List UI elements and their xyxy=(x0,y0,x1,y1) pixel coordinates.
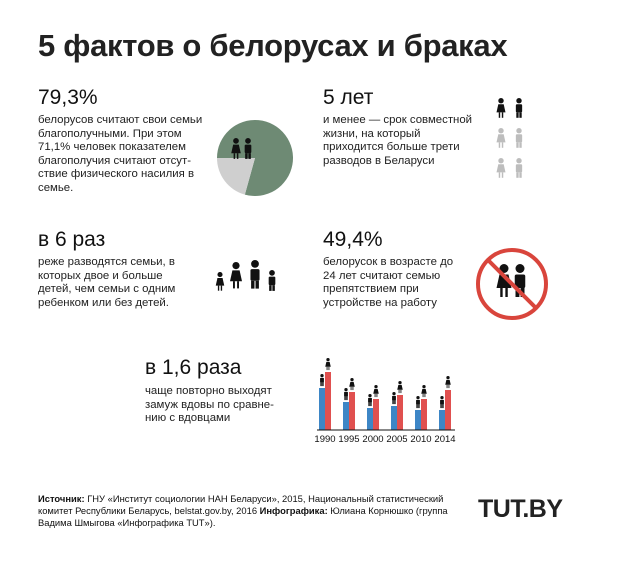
fact3-value: в 6 раз xyxy=(38,228,106,251)
family-icon xyxy=(214,258,284,300)
x-tick-label: 2014 xyxy=(434,434,456,445)
man-icon xyxy=(516,98,522,118)
x-tick-label: 1995 xyxy=(338,434,360,445)
father-icon xyxy=(250,260,259,289)
x-tick-label: 2005 xyxy=(386,434,408,445)
fact4-text: белорусок в возрасте до 24 лет считают семью препятствием при устройстве на работу xyxy=(323,256,454,309)
man-icon xyxy=(368,394,372,406)
fact5-text: чаще повторно выходят замуж вдовы по сравне- нию с вдовцами xyxy=(145,385,274,425)
widow-bar xyxy=(445,390,451,430)
widower-bar xyxy=(367,408,373,430)
fact1-value: 79,3% xyxy=(38,86,98,109)
woman-icon xyxy=(373,385,379,397)
woman-icon xyxy=(421,385,427,397)
source-text: ГНУ «Институт социологии НАН Беларуси», 2015, Национальный статистический комитет Республики Беларусь, belstat.gov.by, 2016 xyxy=(38,493,444,516)
pie-chart xyxy=(215,118,295,198)
bar-chart xyxy=(311,348,461,448)
widow-bar xyxy=(421,399,427,430)
woman-icon xyxy=(445,376,451,388)
man-icon xyxy=(320,374,324,386)
fact2-value: 5 лет xyxy=(323,86,374,109)
widow-bar xyxy=(397,395,403,430)
woman-icon xyxy=(497,98,506,118)
x-tick-label: 2010 xyxy=(410,434,432,445)
woman-icon xyxy=(497,128,506,148)
source-label: Источник: xyxy=(38,493,85,504)
x-tick-label: 2000 xyxy=(362,434,384,445)
woman-icon xyxy=(497,158,506,178)
man-icon xyxy=(516,128,522,148)
widow-bar xyxy=(349,392,355,430)
widower-bar xyxy=(343,402,349,430)
man-icon xyxy=(344,388,348,400)
woman-icon xyxy=(349,378,355,390)
x-tick-label: 1990 xyxy=(314,434,336,445)
source-note xyxy=(38,493,478,529)
child-icon xyxy=(269,270,276,291)
mother-icon xyxy=(230,262,242,288)
widow-bar xyxy=(373,399,379,430)
widower-bar xyxy=(439,410,445,430)
woman-icon xyxy=(325,358,331,370)
divorced-couples-icon xyxy=(493,98,533,188)
man-icon xyxy=(516,158,522,178)
man-icon xyxy=(392,392,396,404)
widow-bar xyxy=(325,372,331,430)
widower-bar xyxy=(415,410,421,430)
fact1-text: белорусов считают свои семьи благополучными. При этом 71,1% человек показателем благополучия считают отсут- ствие физического насилия в семье. xyxy=(38,114,203,194)
woman-icon xyxy=(397,381,403,393)
man-icon xyxy=(440,396,444,408)
tutby-logo: TUT.BY xyxy=(478,495,563,523)
no-couple-icon xyxy=(474,246,550,322)
widower-bar xyxy=(391,406,397,430)
infographic-label: Инфографика: xyxy=(259,505,328,516)
child-icon xyxy=(216,272,225,291)
man-icon xyxy=(416,396,420,408)
fact5-value: в 1,6 раза xyxy=(145,356,242,379)
fact4-value: 49,4% xyxy=(323,228,383,251)
no-slash xyxy=(488,260,536,308)
infographic-text: Юлиана Корнюшко (группа Вадима Шмыгова «Инфографика TUT»). xyxy=(38,505,448,528)
widower-bar xyxy=(319,388,325,430)
fact2-text: и менее — срок совместной жизни, на который приходится больше трети разводов в Беларуси xyxy=(323,114,473,167)
page-title: 5 фактов о белорусах и браках xyxy=(38,28,508,63)
fact3-text: реже разводятся семьи, в которых двое и больше детей, чем семьи с одним ребенком или без детей. xyxy=(38,256,176,309)
